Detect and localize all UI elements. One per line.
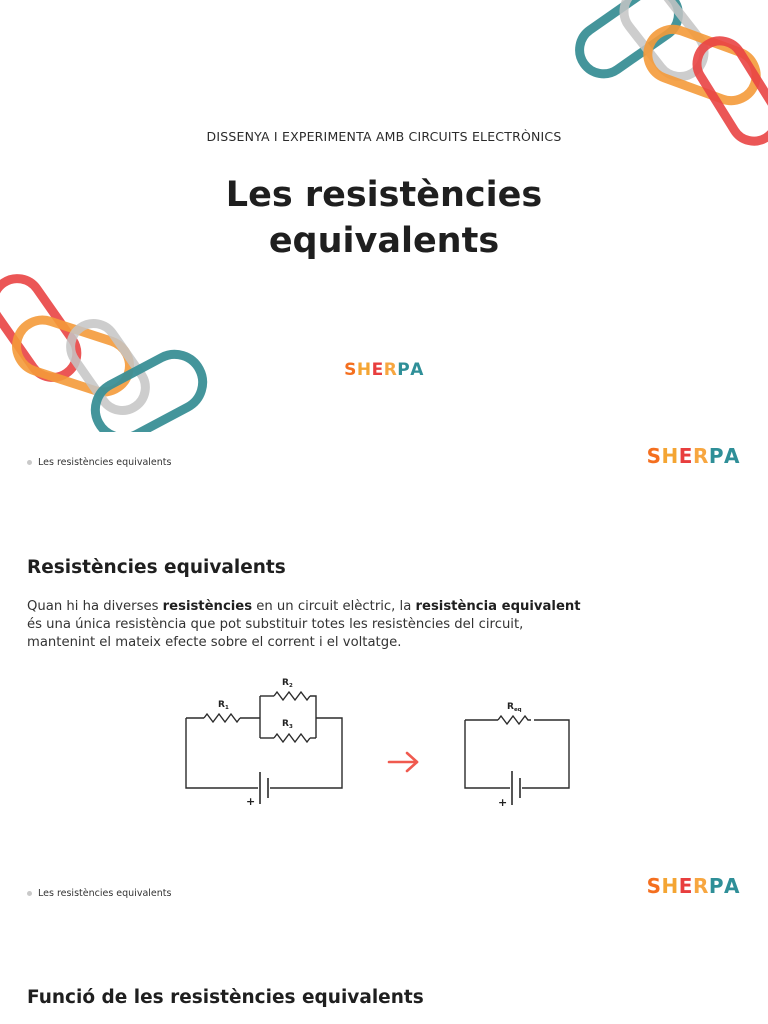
section-heading: Funció de les resistències equivalents <box>27 987 424 1008</box>
bullet-dot <box>27 891 32 896</box>
plus-sign: + <box>498 796 508 809</box>
chain-links-decoration-bottom-left <box>0 274 210 432</box>
label-r2: $R_2$ <box>282 678 293 689</box>
resistor-r2 <box>274 692 310 700</box>
content-slide-resistances <box>0 432 768 864</box>
resistor-r3 <box>274 734 310 742</box>
title-slide <box>0 0 768 432</box>
breadcrumb <box>27 457 171 468</box>
battery-symbol <box>260 772 268 804</box>
arrow-right-icon <box>386 750 422 774</box>
title-line-2: equivalents <box>268 221 500 261</box>
resistor-req <box>498 716 531 724</box>
breadcrumb-label: Les resistències equivalents <box>38 888 172 899</box>
page-title <box>0 172 768 264</box>
sherpa-logo: SHERPA <box>646 444 740 468</box>
label-r3: $R_3$ <box>282 719 293 730</box>
label-r1: $R_1$ <box>218 700 229 711</box>
bullet-dot <box>27 460 32 465</box>
course-supertitle: DISSENYA I EXPERIMENTA AMB CIRCUITS ELECTRÒNICS <box>206 129 562 144</box>
explanation-paragraph: Quan hi ha diverses resistències en un circuit elèctric, la resistència equivalent és una única resistència que pot substituir totes les resistències del circuit, mantenint el mateix efecte sobre el corrent i el voltatge. <box>27 599 581 650</box>
sherpa-logo: SHERPA <box>646 874 740 898</box>
section-heading: Resistències equivalents <box>27 557 286 578</box>
battery-symbol <box>512 771 520 805</box>
series-parallel-circuit-diagram <box>180 672 350 810</box>
breadcrumb <box>27 888 171 899</box>
resistor-r1 <box>204 714 240 722</box>
label-req: $R_{eq}$ <box>507 702 522 713</box>
sherpa-logo: SHERPA <box>344 360 424 380</box>
content-slide-function <box>0 864 768 1024</box>
breadcrumb-label: Les resistències equivalents <box>38 457 172 468</box>
equivalent-circuit-diagram <box>460 694 576 812</box>
title-line-1: Les resistències <box>225 175 543 215</box>
plus-sign: + <box>246 795 256 808</box>
